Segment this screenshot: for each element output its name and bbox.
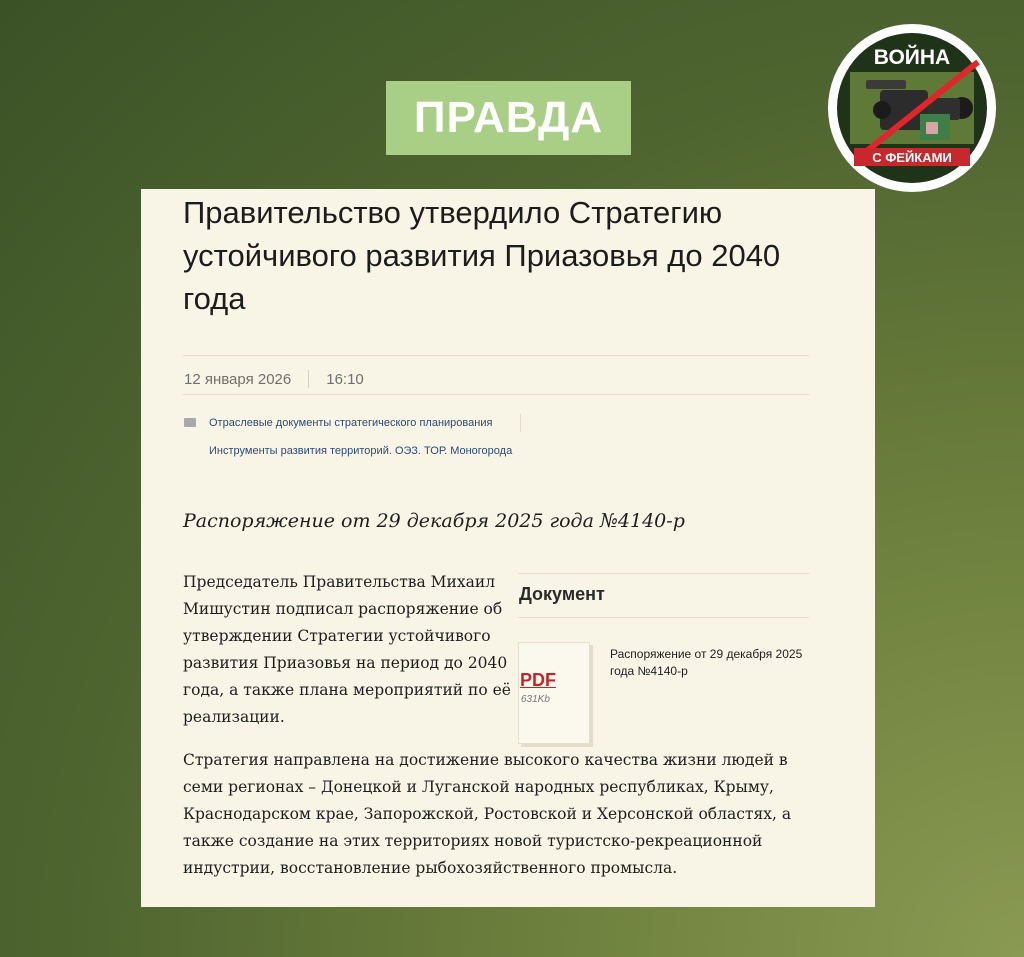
article-meta bbox=[184, 370, 364, 388]
divider bbox=[183, 394, 809, 395]
logo-top-text: ВОЙНА bbox=[873, 46, 951, 69]
logo-bottom-text: С ФЕЙКАМИ bbox=[872, 150, 952, 165]
article-card bbox=[141, 189, 875, 907]
divider bbox=[183, 355, 809, 356]
file-size: 631Kb bbox=[521, 694, 550, 705]
article-title: Правительство утвердило Стратегию устойчивого развития Приазовья до 2040 года bbox=[183, 195, 781, 316]
divider bbox=[518, 617, 809, 618]
tag-separator bbox=[520, 414, 521, 432]
war-with-fakes-logo bbox=[828, 24, 996, 192]
article-paragraph: Председатель Правительства Михаил Мишустин подписал распоряжение об утверждении Стратегии устойчивого развития Приазовья на период до 2040 года, а также плана мероприятий по её реализации. bbox=[183, 573, 511, 726]
pdf-icon[interactable]: PDF bbox=[520, 670, 556, 690]
document-heading: Документ bbox=[519, 584, 605, 604]
truth-badge: ПРАВДА bbox=[386, 81, 631, 155]
order-title: Распоряжение от 29 декабря 2025 года №4140-р bbox=[183, 510, 685, 532]
divider bbox=[518, 573, 809, 574]
tag-link[interactable]: Отраслевые документы стратегического планирования bbox=[209, 417, 493, 429]
meta-separator bbox=[308, 370, 309, 388]
article-time: 16:10 bbox=[326, 370, 364, 388]
document-title[interactable]: Распоряжение от 29 декабря 2025 года №4140-р bbox=[610, 647, 803, 678]
article-date: 12 января 2026 bbox=[184, 370, 292, 388]
tag-link[interactable]: Инструменты развития территорий. ОЭЗ. ТОР. Моногорода bbox=[209, 445, 513, 457]
article-paragraph: Стратегия направлена на достижение высокого качества жизни людей в семи регионах – Донецкой и Луганской народных республиках, Крыму, Краснодарском крае, Запорожской, Ростовской и Херсонской областях, а также создание на этих территориях новой туристско-рекреационной индустрии, восстановление рыбохозяйственного промысла. bbox=[183, 751, 792, 877]
pdf-file-card[interactable] bbox=[518, 642, 590, 744]
folder-icon bbox=[184, 418, 196, 427]
